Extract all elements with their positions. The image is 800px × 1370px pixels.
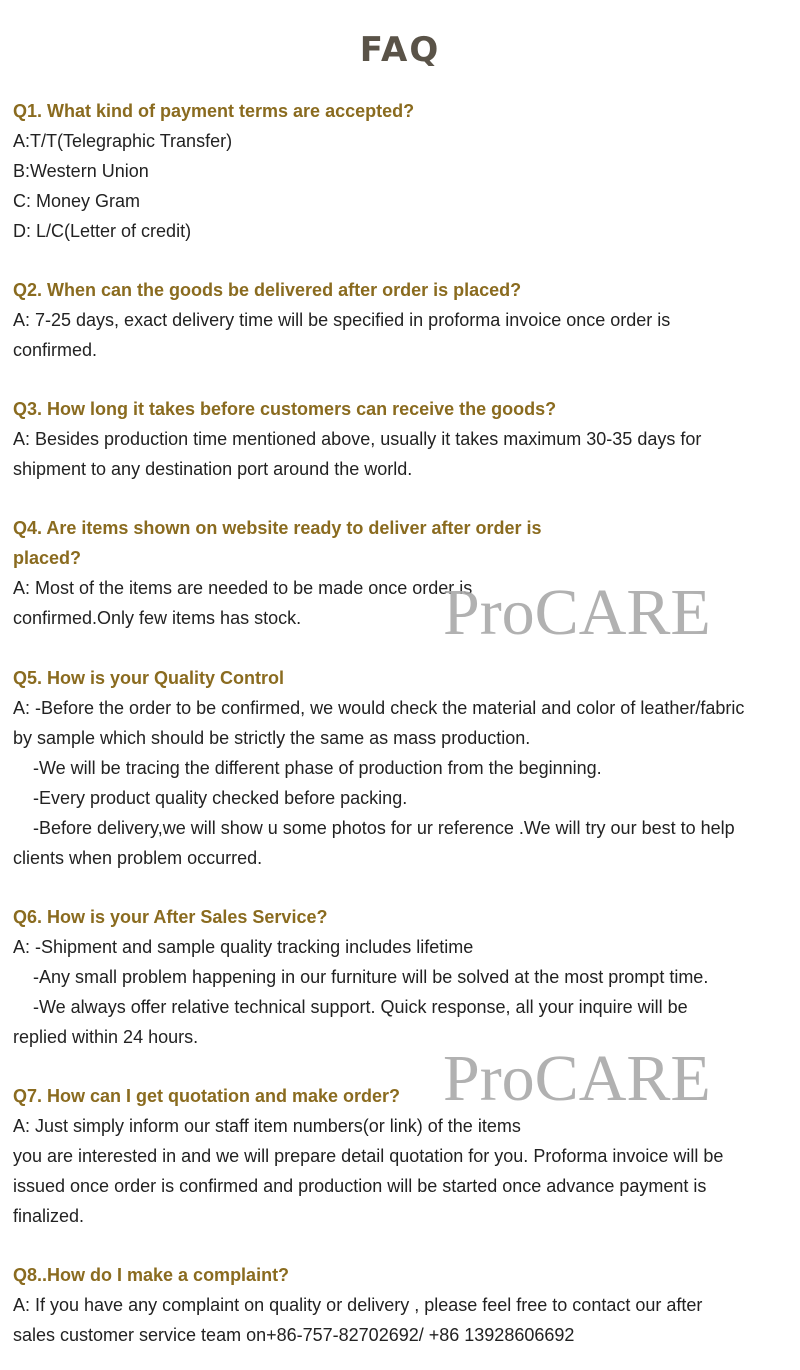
- faq-answer-6-line-3: -We always offer relative technical support. Quick response, all your inquire will be: [13, 997, 688, 1017]
- faq-answer-2-line-1: A: 7-25 days, exact delivery time will be specified in proforma invoice once order is: [13, 310, 671, 330]
- faq-answer-6-line-1: A: -Shipment and sample quality tracking includes lifetime: [13, 937, 474, 957]
- faq-answer-1-line-1: A:T/T(Telegraphic Transfer): [13, 131, 233, 151]
- faq-question-4-line-2: placed?: [13, 548, 82, 568]
- faq-answer-4-line-1: A: Most of the items are needed to be made once order is: [13, 578, 473, 598]
- faq-answer-7-line-3: issued once order is confirmed and production will be started once advance payment is: [13, 1176, 707, 1196]
- faq-answer-3-line-1: A: Besides production time mentioned above, usually it takes maximum 30-35 days for: [13, 429, 702, 449]
- faq-answer-1-line-4: D: L/C(Letter of credit): [13, 221, 192, 241]
- faq-answer-5-line-1: A: -Before the order to be confirmed, we would check the material and color of leather/fabric: [13, 698, 745, 718]
- faq-answer-5-line-2: by sample which should be strictly the same as mass production.: [13, 728, 531, 748]
- faq-answer-1-line-2: B:Western Union: [13, 161, 149, 181]
- faq-answer-7-line-4: finalized.: [13, 1206, 85, 1226]
- faq-answer-2-line-2: confirmed.: [13, 340, 98, 360]
- faq-question-5: Q5. How is your Quality Control: [13, 668, 285, 688]
- faq-answer-5-line-3: -We will be tracing the different phase of production from the beginning.: [13, 758, 602, 778]
- watermark-procare-1: ProCARE: [443, 576, 711, 649]
- faq-answer-7-line-2: you are interested in and we will prepare detail quotation for you. Proforma invoice will be: [13, 1146, 724, 1166]
- watermark-procare-2: ProCARE: [443, 1042, 711, 1115]
- faq-answer-4-line-2: confirmed.Only few items has stock.: [13, 608, 302, 628]
- faq-answer-6-line-2: -Any small problem happening in our furniture will be solved at the most prompt time.: [13, 967, 709, 987]
- faq-question-3: Q3. How long it takes before customers can receive the goods?: [13, 399, 557, 419]
- page-title: FAQ: [359, 30, 441, 70]
- faq-question-6: Q6. How is your After Sales Service?: [13, 907, 328, 927]
- faq-question-4-line-1: Q4. Are items shown on website ready to deliver after order is: [13, 518, 542, 538]
- faq-answer-1-line-3: C: Money Gram: [13, 191, 141, 211]
- faq-question-7: Q7. How can I get quotation and make order?: [13, 1086, 401, 1106]
- faq-question-8: Q8..How do I make a complaint?: [13, 1265, 290, 1285]
- faq-answer-3-line-2: shipment to any destination port around the world.: [13, 459, 413, 479]
- faq-answer-8-line-1: A: If you have any complaint on quality or delivery , please feel free to contact our after: [13, 1295, 703, 1315]
- faq-question-2: Q2. When can the goods be delivered after order is placed?: [13, 280, 522, 300]
- faq-answer-6-line-4: replied within 24 hours.: [13, 1027, 199, 1047]
- faq-answer-7-line-1: A: Just simply inform our staff item numbers(or link) of the items: [13, 1116, 521, 1136]
- faq-answer-5-line-6: clients when problem occurred.: [13, 848, 263, 868]
- faq-question-1: Q1. What kind of payment terms are accepted?: [13, 101, 415, 121]
- faq-answer-8-line-2: sales customer service team on+86-757-82702692/ +86 13928606692: [13, 1325, 575, 1345]
- faq-answer-5-line-4: -Every product quality checked before packing.: [13, 788, 408, 808]
- faq-answer-5-line-5: -Before delivery,we will show u some photos for ur reference .We will try our best to help: [13, 818, 735, 838]
